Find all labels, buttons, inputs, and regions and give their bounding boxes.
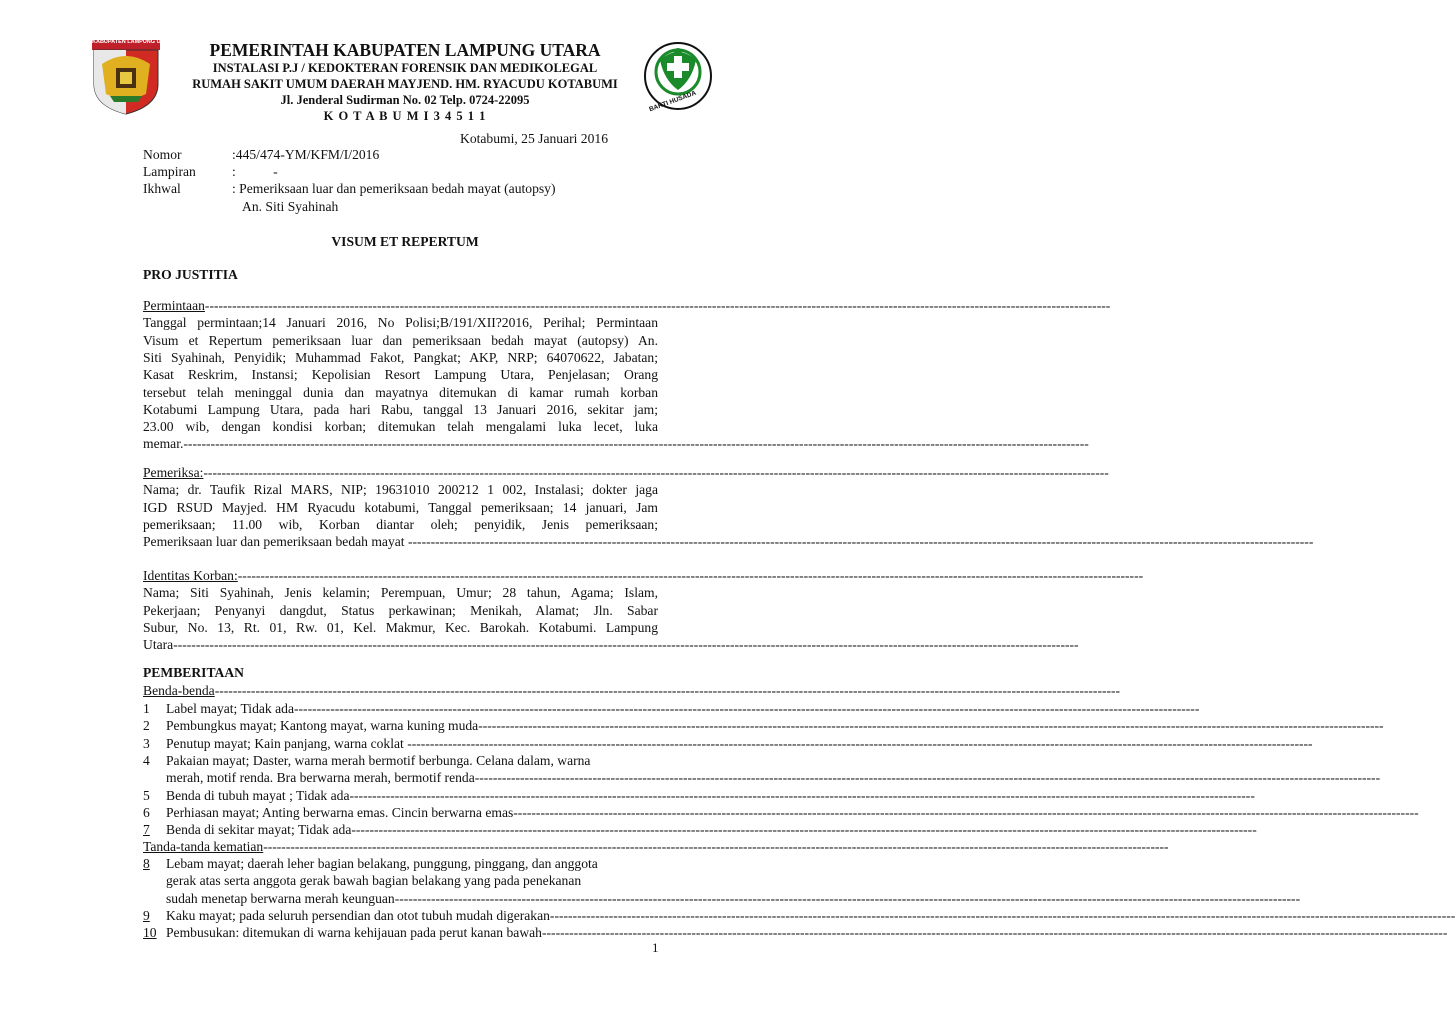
benda-item — [166, 787, 1255, 805]
tanda-item — [166, 924, 1448, 942]
benda-item-number — [143, 804, 161, 822]
benda-item-text: Label mayat; Tidak ada — [166, 701, 294, 716]
permintaan-line-text: Siti Syahinah, Penyidik; Muhammad Fakot, Pangkat; AKP, NRP; 64070622, Jabatan; — [143, 349, 658, 365]
page-number: 1 — [652, 940, 659, 955]
permintaan-heading — [143, 297, 1111, 315]
tanda-item-number-text: 10 — [143, 925, 157, 941]
benda-item-number-text: 5 — [143, 787, 150, 803]
benda-item-number-text: 6 — [143, 804, 150, 820]
tanda-item-cont-text: sudah menetap berwarna merah keunguan — [166, 890, 395, 906]
permintaan-line-text: memar. — [143, 436, 184, 452]
tanda-item-cont-text: gerak atas serta anggota gerak bawah bagian belakang yang pada penekanan — [166, 873, 582, 889]
permintaan-line — [143, 314, 658, 332]
permintaan-line — [143, 418, 658, 436]
pemeriksa-heading-text: Pemeriksa: — [143, 465, 204, 480]
permintaan-line — [143, 435, 1089, 453]
dash-leader: -------------------------------------------------------------------------------------------------------------------------------------------------------------------------------------------------------- — [349, 787, 1255, 803]
meta-label-nomor: Nomor — [143, 147, 182, 162]
pemeriksa-line — [143, 533, 1314, 551]
permintaan-line-text: Kasat Reskrim, Instansi; Kepolisian Resort Lampung Utara, Penjelasan; Orang — [143, 367, 658, 383]
identitas-line-text: Pekerjaan; Penyanyi dangdut, Status perkawinan; Menikah, Alamat; Jln. Sabar — [143, 602, 658, 618]
header-government: PEMERINTAH KABUPATEN LAMPUNG UTARA — [209, 40, 601, 60]
permintaan-line — [143, 349, 658, 367]
pemeriksa-line — [143, 481, 658, 499]
dash-leader: -------------------------------------------------------------------------------------------------------------------------------------------------------------------------------------------------------- — [263, 839, 1169, 854]
tanda-item — [166, 907, 1455, 925]
benda-item-number-text: 2 — [143, 718, 150, 734]
dash-leader: -------------------------------------------------------------------------------------------------------------------------------------------------------------------------------------------------------- — [407, 534, 1314, 550]
tanda-item-number-text: 8 — [143, 856, 150, 871]
identitas-line — [143, 619, 658, 637]
benda-item — [166, 735, 1313, 753]
permintaan-line-text: Tanggal permintaan;14 Januari 2016, No Polisi;B/191/XII?2016, Perihal; Permintaan — [143, 315, 658, 331]
dash-leader: -------------------------------------------------------------------------------------------------------------------------------------------------------------------------------------------------------- — [204, 298, 1111, 313]
tanda-item-number — [143, 907, 165, 925]
benda-heading-text: Benda-benda — [143, 683, 215, 698]
header-city: K O T A B U M I 3 4 5 1 1 — [323, 109, 487, 123]
tanda-heading-text: Tanda-tanda kematian — [143, 839, 264, 854]
benda-item-number — [143, 700, 161, 718]
permintaan-line — [143, 366, 658, 384]
benda-item-text: Perhiasan mayat; Anting berwarna emas. Cincin berwarna emas — [166, 804, 514, 820]
identitas-line-text: Subur, No. 13, Rt. 01, Rw. 01, Kel. Makmur, Kec. Barokah. Kotabumi. Lampung — [143, 619, 658, 635]
pemeriksa-line-text: pemeriksaan; 11.00 wib, Korban diantar oleh; penyidik, Jenis pemeriksaan; — [143, 516, 658, 532]
tanda-item-cont — [166, 872, 658, 890]
benda-item — [166, 717, 1384, 735]
permintaan-line — [143, 401, 658, 419]
benda-item-text: Pakaian mayat; Daster, warna merah bermotif berbunga. Celana dalam, warna — [166, 752, 591, 768]
dash-leader: -------------------------------------------------------------------------------------------------------------------------------------------------------------------------------------------------------- — [474, 770, 1381, 786]
tanda-item-text: Pembusukan: ditemukan di warna kehijauan pada perut kanan bawah — [166, 925, 542, 941]
benda-item — [166, 752, 658, 770]
tanda-item-text: Kaku mayat; pada seluruh persendian dan otot tubuh mudah digerakan — [166, 907, 550, 923]
meta-value-lampiran: : - — [232, 164, 278, 179]
tanda-item — [166, 855, 658, 873]
pemeriksa-line-text: Pemeriksaan luar dan pemeriksaan bedah mayat — [143, 534, 408, 550]
benda-item — [166, 700, 1200, 718]
dash-leader: -------------------------------------------------------------------------------------------------------------------------------------------------------------------------------------------------------- — [351, 822, 1257, 838]
identitas-line-text: Utara — [143, 637, 174, 653]
tanda-item-number — [143, 855, 165, 873]
left-logo-text: KABUPATEN LAMPUNG UTARA — [92, 39, 176, 45]
place-date: Kotabumi, 25 Januari 2016 — [460, 131, 608, 146]
benda-item-cont-text: merah, motif renda. Bra berwarna merah, bermotif renda — [166, 770, 475, 786]
pemeriksa-heading — [143, 464, 1109, 482]
dash-leader: -------------------------------------------------------------------------------------------------------------------------------------------------------------------------------------------------------- — [173, 637, 1079, 653]
benda-item — [166, 821, 1257, 839]
identitas-line-text: Nama; Siti Syahinah, Jenis kelamin; Perempuan, Umur; 28 tahun, Agama; Islam, — [143, 585, 658, 601]
benda-item-text: Benda di tubuh mayat ; Tidak ada — [166, 787, 350, 803]
header-installation: INSTALASI P.J / KEDOKTERAN FORENSIK DAN MEDIKOLEGAL — [212, 61, 598, 75]
benda-heading — [143, 682, 1121, 700]
header-address: Jl. Jenderal Sudirman No. 02 Telp. 0724-22095 — [280, 93, 530, 107]
benda-item-text: Benda di sekitar mayat; Tidak ada — [166, 822, 352, 838]
document-title: VISUM ET REPERTUM — [331, 234, 479, 249]
identitas-line — [143, 602, 658, 620]
dash-leader: -------------------------------------------------------------------------------------------------------------------------------------------------------------------------------------------------------- — [478, 718, 1384, 734]
meta-value-ikhwal: : Pemeriksaan luar dan pemeriksaan bedah mayat (autopsy) — [232, 181, 556, 196]
dash-leader: -------------------------------------------------------------------------------------------------------------------------------------------------------------------------------------------------------- — [237, 568, 1144, 583]
benda-item-number-text: 4 — [143, 752, 150, 768]
benda-item-number — [143, 752, 161, 770]
benda-item-number — [143, 787, 161, 805]
right-logo-text: BAKTI HUSADA — [648, 89, 698, 114]
permintaan-line-text: 23.00 wib, dengan kondisi korban; ditemukan telah mengalami luka lecet, luka — [143, 419, 658, 435]
permintaan-line-text: Visum et Repertum pemeriksaan luar dan pemeriksaan bedah mayat (autopsy) An. — [143, 332, 658, 348]
benda-item-number-text: 7 — [143, 822, 150, 838]
benda-item-number-text: 1 — [143, 701, 150, 716]
meta-ikhwal-continued: An. Siti Syahinah — [242, 199, 339, 214]
permintaan-line-text: Kotabumi Lampung Utara, pada hari Rabu, tanggal 13 Januari 2016, sekitar jam; — [143, 401, 658, 417]
benda-item-number — [143, 821, 161, 839]
benda-item-text: Penutup mayat; Kain panjang, warna coklat — [166, 735, 408, 751]
identitas-line — [143, 636, 1079, 654]
permintaan-line — [143, 384, 658, 402]
tanda-item-number-text: 9 — [143, 907, 150, 923]
dash-leader: -------------------------------------------------------------------------------------------------------------------------------------------------------------------------------------------------------- — [203, 465, 1109, 480]
benda-item — [166, 804, 1419, 822]
meta-label-lampiran: Lampiran — [143, 164, 196, 179]
identitas-heading-text: Identitas Korban: — [143, 568, 238, 583]
pro-justitia: PRO JUSTITIA — [143, 267, 238, 282]
benda-item-number-text: 3 — [143, 735, 150, 751]
pemeriksa-line-text: IGD RSUD Mayjed. HM Ryacudu kotabumi, Tanggal pemeriksaan; 14 januari, Jam — [143, 499, 658, 515]
permintaan-line-text: tersebut telah meninggal dunia dan mayatnya ditemukan di kamar rumah korban — [143, 384, 658, 400]
pemeriksa-line — [143, 516, 658, 534]
dash-leader: -------------------------------------------------------------------------------------------------------------------------------------------------------------------------------------------------------- — [513, 804, 1419, 820]
dash-leader: -------------------------------------------------------------------------------------------------------------------------------------------------------------------------------------------------------- — [183, 436, 1089, 452]
dash-leader: -------------------------------------------------------------------------------------------------------------------------------------------------------------------------------------------------------- — [394, 890, 1301, 906]
dash-leader: -------------------------------------------------------------------------------------------------------------------------------------------------------------------------------------------------------- — [293, 701, 1200, 716]
tanda-item-cont — [166, 890, 1301, 908]
header-hospital: RUMAH SAKIT UMUM DAERAH MAYJEND. HM. RYACUDU KOTABUMI — [192, 77, 618, 91]
tanda-item-number — [143, 924, 165, 942]
identitas-heading — [143, 567, 1144, 585]
benda-item-number — [143, 717, 161, 735]
pemeriksa-line — [143, 499, 658, 517]
pemeriksa-line-text: Nama; dr. Taufik Rizal MARS, NIP; 19631010 200212 1 002, Instalasi; dokter jaga — [143, 482, 658, 498]
dash-leader: -------------------------------------------------------------------------------------------------------------------------------------------------------------------------------------------------------- — [214, 683, 1121, 698]
pemberitaan-heading — [143, 664, 658, 682]
benda-item-cont — [166, 769, 1381, 787]
meta-label-ikhwal: Ikhwal — [143, 181, 181, 196]
tanda-item-text: Lebam mayat; daerah leher bagian belakang, punggung, pinggang, dan anggota — [166, 856, 598, 871]
permintaan-line — [143, 332, 658, 350]
dash-leader: -------------------------------------------------------------------------------------------------------------------------------------------------------------------------------------------------------- — [549, 907, 1455, 923]
pemberitaan-heading-text: PEMBERITAAN — [143, 665, 244, 680]
benda-item-text: Pembungkus mayat; Kantong mayat, warna kuning muda — [166, 718, 479, 734]
identitas-line — [143, 584, 658, 602]
permintaan-heading-text: Permintaan — [143, 298, 205, 313]
dash-leader: -------------------------------------------------------------------------------------------------------------------------------------------------------------------------------------------------------- — [407, 735, 1313, 751]
benda-item-number — [143, 735, 161, 753]
dash-leader: -------------------------------------------------------------------------------------------------------------------------------------------------------------------------------------------------------- — [541, 925, 1448, 941]
tanda-heading — [143, 838, 1169, 856]
meta-value-nomor: :445/474-YM/KFM/I/2016 — [232, 147, 380, 162]
